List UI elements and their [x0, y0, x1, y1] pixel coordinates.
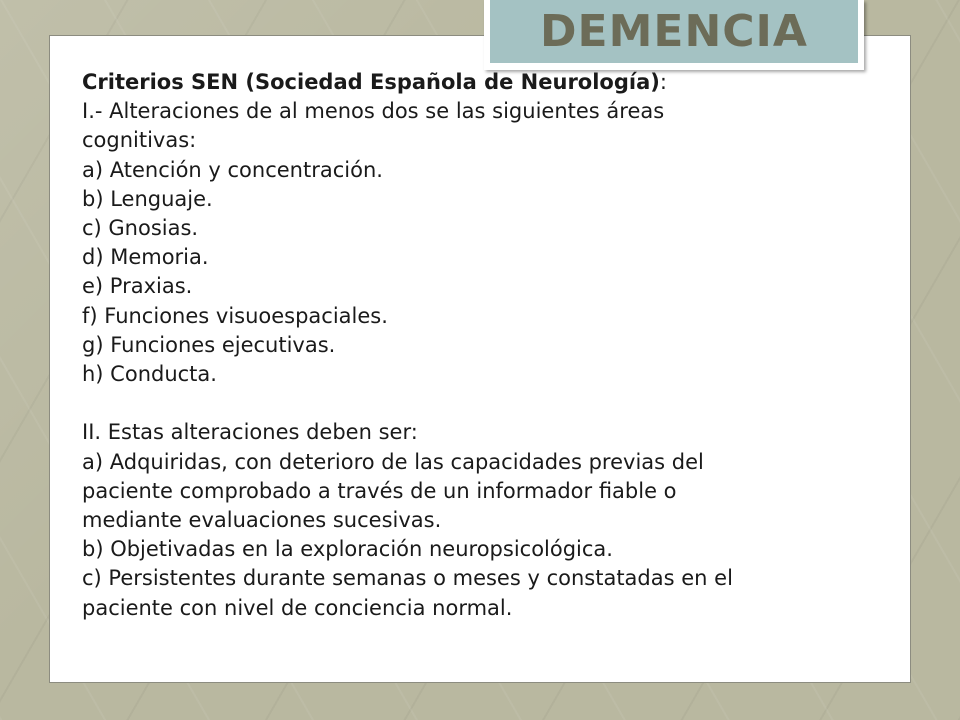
heading-line — [82, 68, 892, 97]
section2-line: a) Adquiridas, con deterioro de las capacidades previas del — [82, 449, 704, 474]
cognitive-area-item: d) Memoria. — [82, 245, 209, 270]
heading-colon: : — [659, 70, 667, 94]
section1-intro-line: I.- Alteraciones de al menos dos se las siguientes áreas — [82, 99, 665, 124]
section2-line: mediante evaluaciones sucesivas. — [82, 508, 442, 533]
slide-body — [82, 68, 892, 623]
cognitive-area-item: e) Praxias. — [82, 274, 193, 299]
title-banner-fill — [490, 0, 858, 63]
cognitive-area-item: b) Lenguaje. — [82, 186, 213, 211]
section2-intro-line: II. Estas alteraciones deben ser: — [82, 420, 418, 445]
section2-line: c) Persistentes durante semanas o meses y constatadas en el — [82, 566, 733, 591]
cognitive-area-item: a) Atención y concentración. — [82, 157, 383, 182]
spacer — [82, 389, 892, 418]
section2-line: paciente con nivel de conciencia normal. — [82, 595, 513, 620]
cognitive-area-item: c) Gnosias. — [82, 216, 199, 241]
cognitive-area-item: h) Conducta. — [82, 362, 217, 387]
section2-line: paciente comprobado a través de un informador fiable o — [82, 478, 677, 503]
criteria-heading: Criterios SEN (Sociedad Española de Neurología) — [82, 70, 660, 94]
cognitive-area-item: f) Funciones visuoespaciales. — [82, 303, 388, 328]
section2-line: b) Objetivadas en la exploración neuropsicológica. — [82, 537, 613, 562]
slide-title: DEMENCIA — [540, 6, 808, 57]
section1-intro-line: cognitivas: — [82, 128, 197, 153]
title-banner — [484, 0, 864, 70]
cognitive-area-item: g) Funciones ejecutivas. — [82, 332, 336, 357]
